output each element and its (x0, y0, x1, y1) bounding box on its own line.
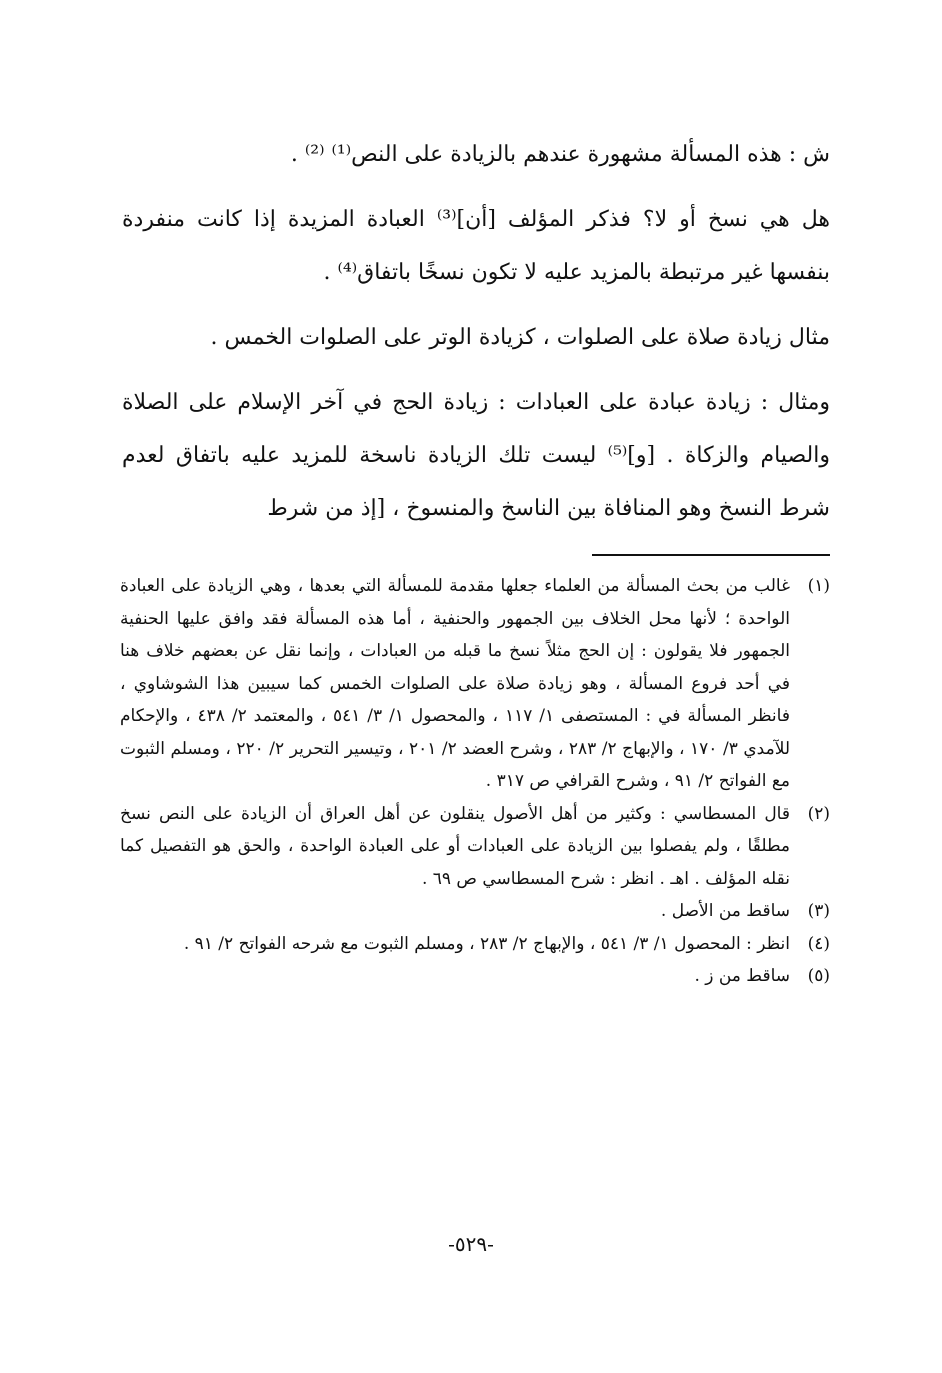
footnote-number: (٢) (807, 803, 830, 824)
footnote-text: ساقط من الأصل . (660, 901, 790, 921)
page-number: -٥٢٩- (448, 1232, 494, 1256)
main-paragraph-1: ش : هذه المسألة مشهورة عندهم بالزيادة على النص⁽¹⁾ ⁽²⁾ . (290, 142, 830, 167)
footnote-text: ساقط من ز . (694, 966, 790, 986)
footnote-3 (120, 895, 830, 928)
main-paragraph-3: مثال زيادة صلاة على الصلوات ، كزيادة الوتر على الصلوات الخمس . (210, 325, 830, 350)
footnote-text: انظر : المحصول ١/ ٣/ ٥٤١ ، والإبهاج ٢/ ٢٨٣ ، ومسلم الثبوت مع شرحه الفواتح ٢/ ٩١ . (183, 933, 790, 954)
main-paragraph-4: ومثال : زيادة عبادة على العبادات : زيادة الحج في آخر الإسلام على الصلاة والصيام والزكاة . [و]⁽⁵⁾ ليست تلك الزيادة ناسخة للمزيد عليه باتفاق لعدم شرط النسخ وهو المنافاة بين الناسخ والمنسوخ ، [إذ من شرط (122, 390, 830, 521)
footnote-5 (120, 960, 830, 993)
footnote-separator (592, 554, 830, 556)
footnote-number: (١) (807, 576, 830, 596)
footnote-text: قال المسطاسي : وكثير من أهل الأصول ينقلون عن أهل العراق أن الزيادة على النص نسخ مطلقًا ، ولم يفصلوا بين الزيادة على العبادات أو على العبادة الواحدة ، والحق هو التفصيل كما نقله المؤلف . اهـ . انظر : شرح المسطاسي ص ٦٩ . (120, 803, 790, 889)
footnote-number: (٥) (807, 966, 830, 986)
main-paragraph-2: هل هي نسخ أو لا؟ فذكر المؤلف [أن]⁽³⁾ العبادة المزيدة إذا كانت منفردة بنفسها غير مرتبطة بالمزيد عليه لا تكون نسخًا باتفاق⁽⁴⁾ . (122, 207, 830, 285)
footnote-text: غالب من بحث المسألة من العلماء جعلها مقدمة للمسألة التي بعدها ، وهي الزيادة على العبادة الواحدة ؛ لأنها محل الخلاف بين الجمهور والحنفية ، أما هذه المسألة فقد وافق عليها الحنفية الجمهور فلا يقولون : إن الحج مثلاً نسخ ما قبله من العبادات ، وإنما نقل عن بعضهم خلاف هنا في أحد فروع المسألة ، وهو زيادة صلاة على الصلوات الخمس كما سيبين هذا الشوشاوي ، فانظر المسألة في : المستصفى ١/ ١١٧ ، والمحصول ١/ ٣/ ٥٤١ ، والمعتمد ٢/ ٤٣٨ ، والإحكام للآمدي ٣/ ١٧٠ ، والإبهاج ٢/ ٢٨٣ ، وشرح العضد ٢/ ٢٠١ ، وتيسير التحرير ٢/ ٢٢٠ ، ومسلم الثبوت مع الفواتح ٢/ ٩١ ، وشرح القرافي ص ٣١٧ . (120, 576, 791, 791)
footnote-4 (120, 928, 830, 961)
footnote-number: (٤) (807, 933, 830, 954)
footnote-1 (120, 570, 830, 798)
footnote-number: (٣) (807, 901, 830, 921)
main-body-text (122, 128, 830, 547)
footnotes (120, 570, 830, 993)
footnote-2 (120, 798, 830, 896)
